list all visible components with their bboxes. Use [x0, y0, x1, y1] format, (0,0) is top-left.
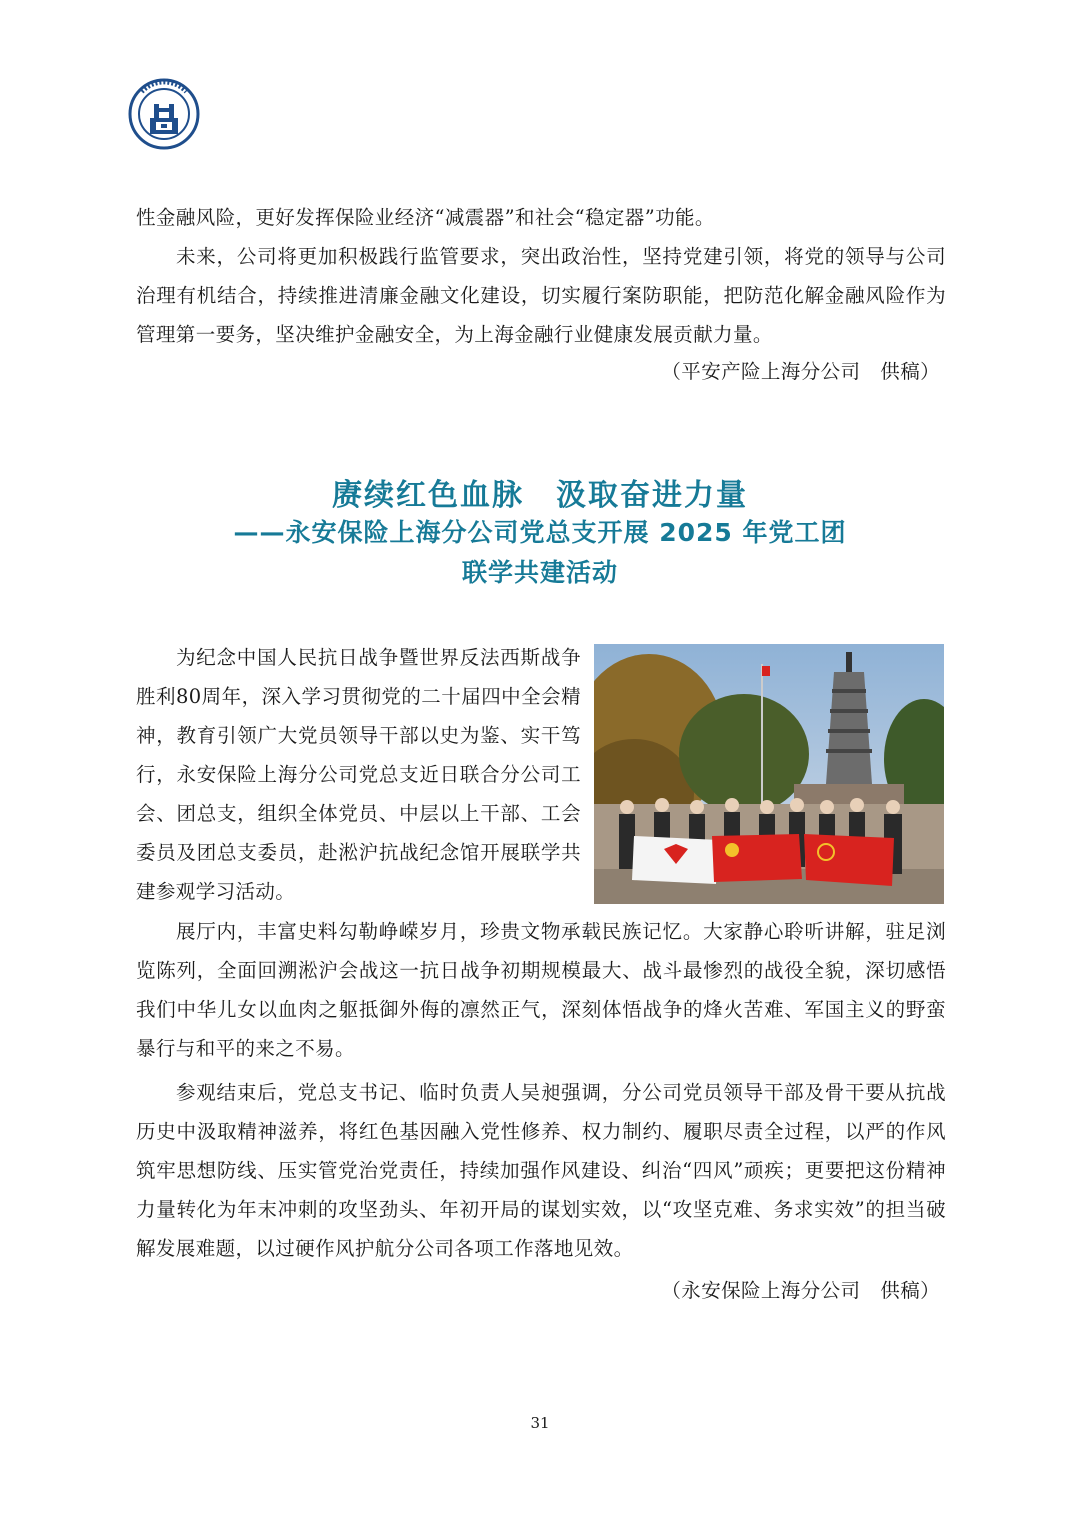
page-number: 31 [530, 1414, 550, 1432]
credit-yongan: （永安保险上海分公司 供稿） [661, 1279, 940, 1302]
paragraph-exhibition: 展厅内，丰富史料勾勒峥嵘岁月，珍贵文物承载民族记忆。大家静心聆听讲解，驻足浏览陈列，全面回溯淞沪会战这一抗日战争初期规模最大、战斗最惨烈的战役全貌，深切感悟我们中华儿女以血肉之躯抵御外侮的凛然正气，深刻体悟战争的烽火苦难、军国主义的野蛮暴行与和平的来之不易。 [136, 920, 946, 1060]
credit-pingan: （平安产险上海分公司 供稿） [661, 360, 940, 383]
paragraph-conclusion: 参观结束后，党总支书记、临时负责人吴昶强调，分公司党员领导干部及骨干要从抗战历史中汲取精神滋养，将红色基因融入党性修养、权力制约、履职尽责全过程，以严的作风筑牢思想防线、压实管党治党责任，持续加强作风建设、纠治“四风”顽疾；更要把这份精神力量转化为年末冲刺的攻坚劲头、年初开局的谋划实效，以“攻坚克难、务求实效”的担当破解发展难题，以过硬作风护航分公司各项工作落地见效。 [136, 1081, 946, 1260]
article-subtitle-line2: 联学共建活动 [461, 558, 618, 587]
journal-logo-icon [128, 78, 200, 150]
paragraph-intro: 为纪念中国人民抗日战争暨世界反法西斯战争胜利80周年，深入学习贯彻党的二十届四中全会精神，教育引领广大党员领导干部以史为鉴、实干笃行，永安保险上海分公司党总支近日联合分公司工会、团总支，组织全体党员、中层以上干部、工会委员及团总支委员，赴淞沪抗战纪念馆开展联学共建参观学习活动。 [136, 646, 581, 903]
group-photo-memorial-icon [594, 644, 944, 904]
paragraph-future: 未来，公司将更加积极践行监管要求，突出政治性，坚持党建引领，将党的领导与公司治理有机结合，持续推进清廉金融文化建设，切实履行案防职能，把防范化解金融风险作为管理第一要务，坚决维护金融安全，为上海金融行业健康发展贡献力量。 [136, 245, 946, 346]
article-subtitle-line1: ——永安保险上海分公司党总支开展 2025 年党工团 [233, 518, 847, 547]
paragraph-end: 性金融风险，更好发挥保险业经济“减震器”和社会“稳定器”功能。 [136, 206, 715, 229]
article-title: 赓续红色血脉 汲取奋进力量 [332, 478, 748, 513]
